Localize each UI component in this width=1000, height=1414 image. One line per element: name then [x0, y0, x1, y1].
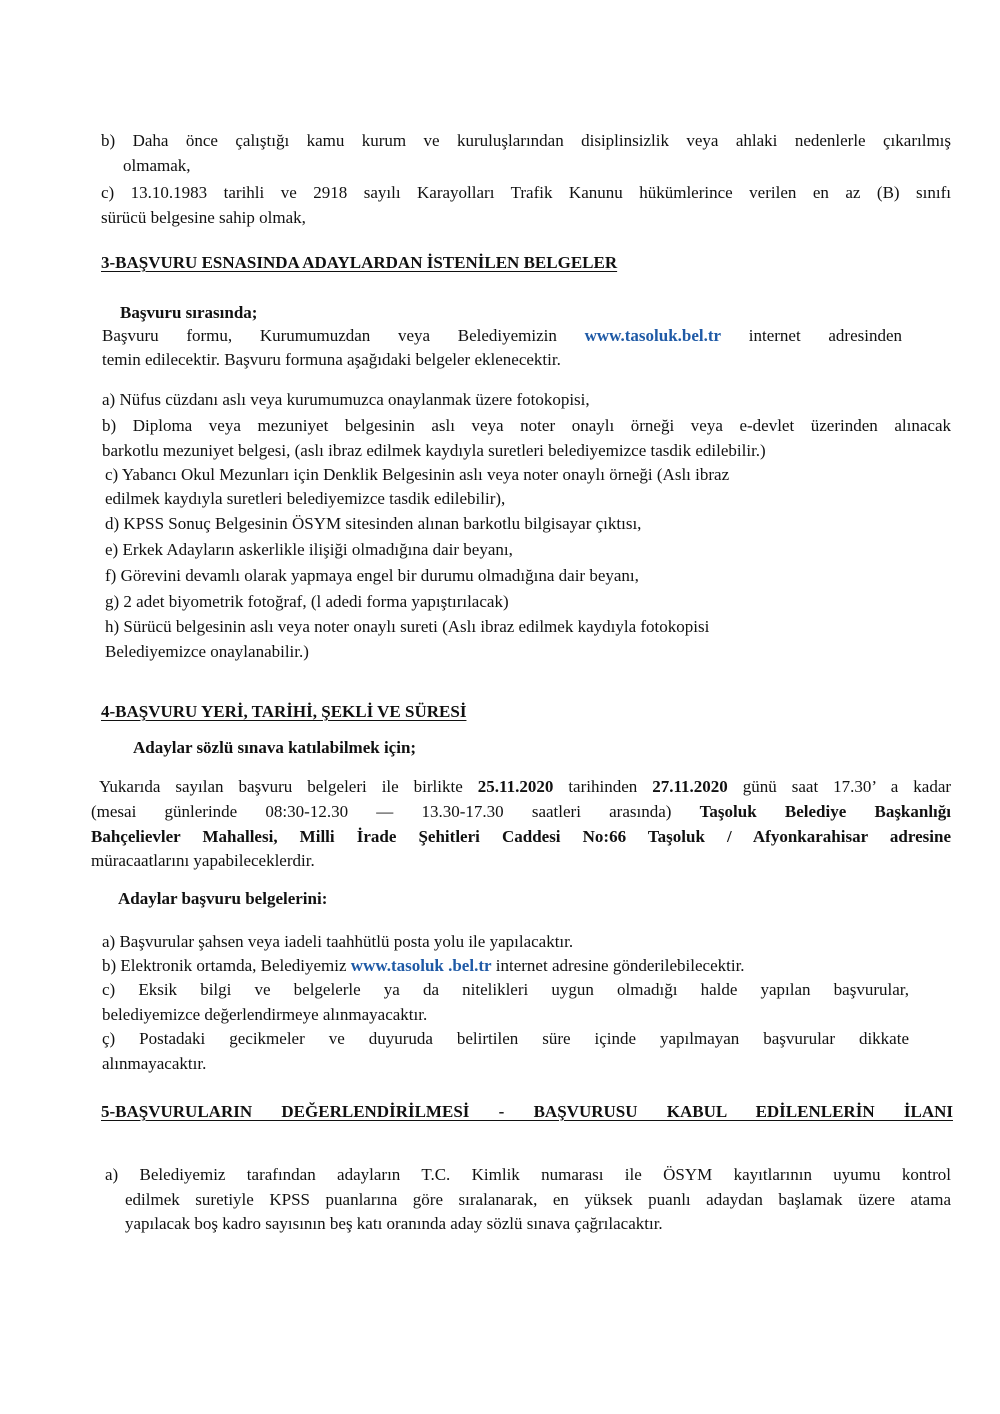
document-item-h-line1: h) Sürücü belgesinin aslı veya noter onaylı sureti (Aslı ibraz edilmek kaydıyla fotokopisi	[105, 617, 710, 636]
submission-item-c-line2: belediyemizce değerlendirmeye alınmayacaktır.	[102, 1005, 428, 1024]
submission-item-b-text-b: internet adresine gönderilebilecektir.	[495, 956, 745, 975]
submission-item-b	[102, 953, 745, 978]
section4-address: Bahçelievler Mahallesi, Milli İrade Şehitleri Caddesi No:66 Taşoluk / Afyonkarahisar adresine	[91, 827, 951, 846]
document-item-g: g) 2 adet biyometrik fotoğraf, (l adedi forma yapıştırılacak)	[105, 592, 509, 611]
section3-paragraph-line2: temin edilecektir. Başvuru formuna aşağıdaki belgeler eklenecektir.	[102, 350, 561, 369]
section4-heading: 4-BAŞVURU YERİ, TARİHİ, ŞEKLİ VE SÜRESİ	[101, 702, 467, 721]
submission-item-cc-line1: ç) Postadaki gecikmeler ve duyuruda belirtilen süre içinde yapılmayan başvurular dikkate	[102, 1029, 909, 1048]
section4-subheading-2: Adaylar başvuru belgelerini:	[118, 889, 328, 908]
section3-text-a: Başvuru formu, Kurumumuzdan veya Belediyemizin	[102, 326, 557, 345]
website-link-2[interactable]: www.tasoluk .bel.tr	[350, 956, 492, 975]
section4-paragraph-line4: müracaatlarını yapabileceklerdir.	[91, 851, 315, 870]
section4-text-c: günü saat 17.30’ a kadar	[742, 777, 952, 796]
intro-c-line2: sürücü belgesine sahip olmak,	[101, 208, 306, 227]
intro-c-line1: c) 13.10.1983 tarihli ve 2918 sayılı Karayolları Trafik Kanunu hükümlerince verilen en az (B) sınıfı	[101, 183, 951, 202]
submission-item-cc-line2: alınmayacaktır.	[102, 1054, 207, 1073]
section3-heading: 3-BAŞVURU ESNASINDA ADAYLARDAN İSTENİLEN BELGELER	[101, 253, 618, 272]
submission-item-b-text-a: b) Elektronik ortamda, Belediyemiz	[102, 956, 347, 975]
section4-paragraph-line2	[91, 799, 951, 824]
submission-item-c-line1: c) Eksik bilgi ve belgelerle ya da nitelikleri uygun olmadığı halde yapılan başvurular,	[102, 980, 909, 999]
end-date: 27.11.2020	[652, 777, 728, 796]
document-item-c-line2: edilmek kaydıyla suretleri belediyemizce tasdik edilebilir),	[105, 489, 506, 508]
document-item-d: d) KPSS Sonuç Belgesinin ÖSYM sitesinden alınan barkotlu bilgisayar çıktısı,	[105, 514, 642, 533]
evaluation-item-a-line2: edilmek suretiyle KPSS puanlarına göre sıralanarak, en yüksek puanlı adaydan başlamak üzere atama	[125, 1190, 951, 1209]
document-item-a: a) Nüfus cüzdanı aslı veya kurumumuzca onaylanmak üzere fotokopisi,	[102, 390, 590, 409]
intro-b-line1: b) Daha önce çalıştığı kamu kurum ve kuruluşlarından disiplinsizlik veya ahlaki nedenlerle çıkarılmış	[101, 131, 951, 150]
document-item-f: f) Görevini devamlı olarak yapmaya engel bir durumu olmadığına dair beyanı,	[105, 566, 639, 585]
intro-b-line2: olmamak,	[123, 156, 191, 175]
document-item-h-line2: Belediyemizce onaylanabilir.)	[105, 642, 309, 661]
document-item-c-line1: c) Yabancı Okul Mezunları için Denklik Belgesinin aslı veya noter onaylı örneği (Aslı ibraz	[105, 465, 730, 484]
evaluation-item-a-line3: yapılacak boş kadro sayısının beş katı oranında aday sözlü sınava çağrılacaktır.	[125, 1214, 663, 1233]
evaluation-item-a-line1: a) Belediyemiz tarafından adayların T.C. Kimlik numarası ile ÖSYM kayıtlarının uyumu kontrol	[105, 1165, 951, 1184]
section3-subheading: Başvuru sırasında;	[120, 303, 258, 322]
section5-heading: 5-BAŞVURULARIN DEĞERLENDİRİLMESİ - BAŞVURUSU KABUL EDİLENLERİN İLANI	[101, 1102, 953, 1121]
start-date: 25.11.2020	[477, 777, 554, 796]
section4-subheading-1: Adaylar sözlü sınava katılabilmek için;	[133, 738, 417, 757]
document-item-b-line1: b) Diploma veya mezuniyet belgesinin aslı veya noter onaylı örneği veya e-devlet üzerinden alınacak	[102, 416, 951, 435]
section3-text-b: internet adresinden	[748, 326, 903, 345]
section3-paragraph-line1	[102, 323, 902, 348]
document-item-e: e) Erkek Adayların askerlikle ilişiği olmadığına dair beyanı,	[105, 540, 513, 559]
section4-office-hours: (mesai günlerinde 08:30-12.30 — 13.30-17.30 saatleri arasında)	[91, 802, 672, 821]
section4-text-a: Yukarıda sayılan başvuru belgeleri ile birlikte	[99, 777, 463, 796]
document-item-b-line2: barkotlu mezuniyet belgesi, (aslı ibraz edilmek kaydıyla suretleri belediyemizce tasdik edilebilir.)	[102, 441, 766, 460]
section4-municipality-name: Taşoluk Belediye Başkanlığı	[699, 802, 952, 821]
submission-item-a: a) Başvurular şahsen veya iadeli taahhütlü posta yolu ile yapılacaktır.	[102, 932, 574, 951]
section4-text-b: tarihinden	[568, 777, 638, 796]
section4-paragraph-line1	[99, 774, 951, 799]
website-link[interactable]: www.tasoluk.bel.tr	[584, 326, 722, 345]
